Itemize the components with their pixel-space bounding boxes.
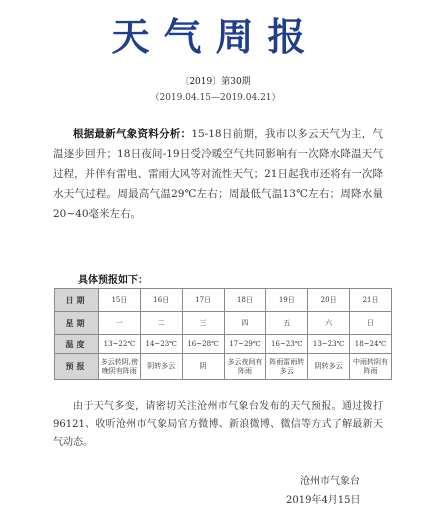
date-range: （2019.04.15—2019.04.21） <box>150 93 281 103</box>
row-label-weather: 预报 <box>55 354 99 380</box>
weekday-cell: 三 <box>182 312 224 335</box>
date-cell: 17日 <box>182 289 224 312</box>
weather-cell: 多云转阴,傍晚阴有阵雨 <box>99 354 141 380</box>
table-row-date <box>55 289 392 312</box>
weather-cell: 中雨转阴有阵雨 <box>350 354 392 380</box>
temp-cell: 16~23℃ <box>266 335 308 354</box>
forecast-heading: 具体预报如下： <box>78 275 148 286</box>
issue-number: 〔2019〕第30期 <box>180 77 251 87</box>
notice-paragraph: 由于天气多变，请密切关注沧州市气象台发布的天气预报。通过拨打96121、收听沧州市气象局官方微博、新浪微博、微信等方式了解最新天气动态。 <box>53 401 383 448</box>
weather-cell: 阵雨雷雨转多云 <box>266 354 308 380</box>
analysis-text: 15-18日前期，我市以多云天气为主，气温逐步回升；18日夜间-19日受冷暖空气共同影响有一次降水降温天气过程，并伴有雷电、雷雨大风等对流性天气；21日起我市还将有一次降水天气过程。周最高气温29℃左右；周最低气温13℃左右；周降水量20~40毫米左右。 <box>53 128 383 220</box>
analysis-paragraph <box>53 124 383 224</box>
weekday-cell: 四 <box>224 312 266 335</box>
temp-cell: 13~23℃ <box>308 335 350 354</box>
issuer-name: 沧州市气象台 <box>300 476 360 487</box>
temp-cell: 13~22℃ <box>99 335 141 354</box>
table-row-temperature <box>55 335 392 354</box>
temp-cell: 14~23℃ <box>140 335 182 354</box>
weather-cell: 多云夜间有阵雨 <box>224 354 266 380</box>
date-cell: 19日 <box>266 289 308 312</box>
forecast-table <box>54 288 392 380</box>
row-label-date: 日期 <box>55 289 99 312</box>
weather-cell: 阴转多云 <box>140 354 182 380</box>
date-cell: 16日 <box>140 289 182 312</box>
temp-cell: 18~24℃ <box>350 335 392 354</box>
date-cell: 20日 <box>308 289 350 312</box>
weekday-cell: 六 <box>308 312 350 335</box>
temp-cell: 16~28℃ <box>182 335 224 354</box>
table-row-weekday <box>55 312 392 335</box>
weather-cell: 阴转多云 <box>308 354 350 380</box>
table-row-weather <box>55 354 392 380</box>
analysis-label: 根据最新气象资料分析： <box>73 128 192 140</box>
weekday-cell: 二 <box>140 312 182 335</box>
report-title: 天气周报 <box>111 14 320 59</box>
date-cell: 21日 <box>350 289 392 312</box>
issue-date: 2019年4月15日 <box>286 495 361 506</box>
date-cell: 18日 <box>224 289 266 312</box>
row-label-weekday: 星期 <box>55 312 99 335</box>
date-cell: 15日 <box>99 289 141 312</box>
weekday-cell: 日 <box>350 312 392 335</box>
weekday-cell: 五 <box>266 312 308 335</box>
weekday-cell: 一 <box>99 312 141 335</box>
row-label-temp: 温度 <box>55 335 99 354</box>
temp-cell: 17~29℃ <box>224 335 266 354</box>
weather-cell: 阴 <box>182 354 224 380</box>
